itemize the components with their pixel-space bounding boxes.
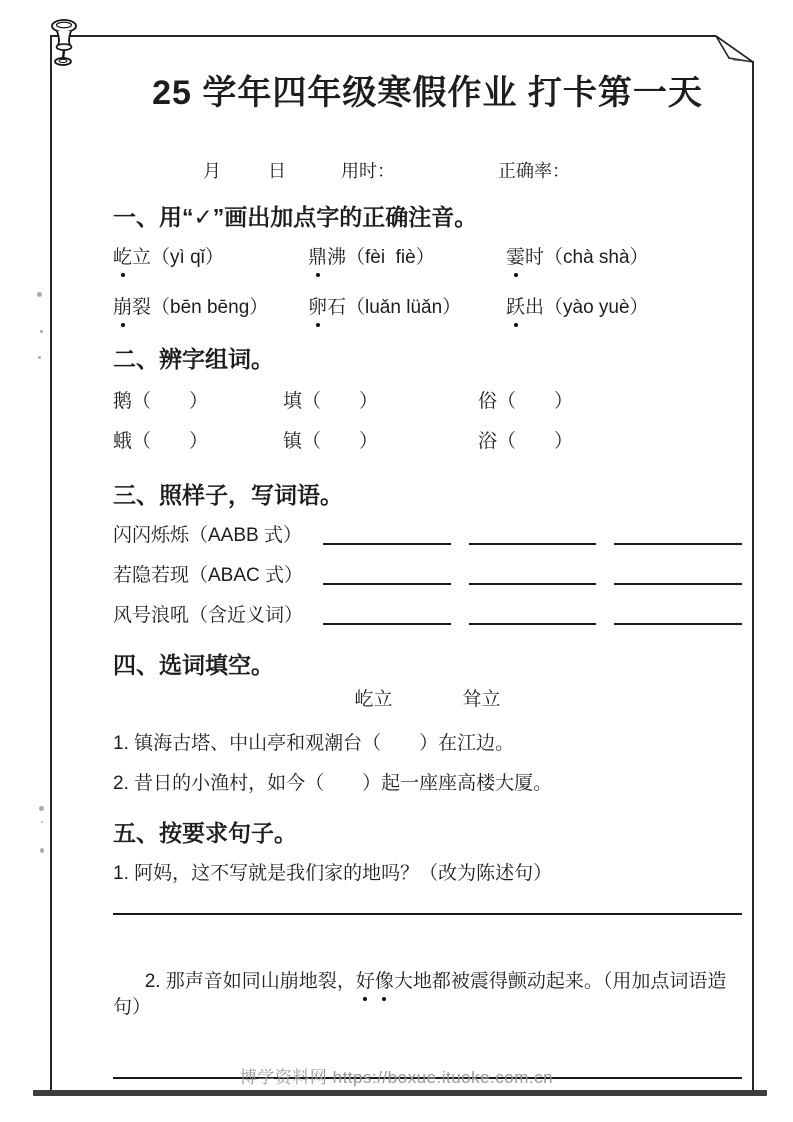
sentence-part: 2. 那声音如同山崩地裂，: [144, 971, 356, 992]
word-formation-cell: 鹅（ ）: [113, 391, 209, 412]
answer-line: [113, 913, 742, 915]
answer-blank: [469, 623, 597, 625]
worksheet-body: [50, 35, 754, 1091]
scan-speck: [40, 848, 44, 853]
accuracy-label: 正确率：: [498, 161, 571, 181]
month-label: 月: [203, 161, 221, 181]
scan-speck: [41, 821, 43, 823]
page-bottom-edge: [33, 1090, 767, 1096]
dotted-character: 鼎: [308, 247, 327, 268]
dotted-character: 跃: [506, 297, 525, 318]
time-spent-label: 用时：: [341, 161, 396, 181]
section-5-heading: 五、按要求句子。: [113, 820, 297, 846]
pinyin-item: [113, 295, 308, 321]
example-word: 风号浪吼（含近义词）: [113, 605, 304, 626]
scan-speck: [39, 806, 44, 811]
sentence-question-1: 1. 阿妈，这不写就是我们家的地吗？（改为陈述句）: [113, 863, 553, 884]
dotted-word: 好像: [356, 971, 394, 992]
pinyin-options: 出（yào yuè）: [525, 297, 649, 318]
section-1-items: [113, 245, 742, 321]
pinyin-item: [308, 295, 506, 321]
sentence-question-2: [113, 943, 742, 1047]
word-bank: [113, 687, 742, 713]
dotted-character: 霎: [506, 247, 525, 268]
example-word: 若隐若现（ABAC 式）: [113, 565, 304, 586]
section-3-heading: 三、照样子，写词语。: [113, 482, 343, 508]
word-formation-cell: 浴（ ）: [478, 431, 574, 452]
section-2-heading: 二、辨字组词。: [113, 346, 274, 372]
word-formation-cell: 俗（ ）: [478, 391, 574, 412]
fill-blank-question-2: 2. 昔日的小渔村，如今（ ）起一座座高楼大厦。: [113, 773, 553, 794]
scan-speck: [40, 330, 43, 333]
section-2-items: [113, 389, 742, 455]
section-1-heading: 一、用“✓”画出加点字的正确注音。: [113, 204, 478, 230]
answer-blank: [323, 543, 451, 545]
answer-blank: [469, 583, 597, 585]
example-word: 闪闪烁烁（AABB 式）: [113, 525, 302, 546]
section-4-heading: 四、选词填空。: [113, 652, 274, 678]
word-bank-option: 耸立: [462, 689, 501, 710]
word-formation-cell: 蛾（ ）: [113, 431, 209, 452]
dotted-character: 崩: [113, 297, 132, 318]
dotted-character: 卵: [308, 297, 327, 318]
pinyin-options: 裂（bēn bēng）: [132, 297, 269, 318]
scan-speck: [37, 292, 42, 297]
pinyin-options: 沸（fèi fiè）: [327, 247, 435, 268]
answer-blank: [469, 543, 597, 545]
word-pattern-row: [113, 603, 742, 629]
pinyin-item: [506, 245, 742, 271]
meta-row: [113, 157, 742, 181]
word-pattern-row: [113, 563, 742, 589]
pinyin-options: 时（chà shà）: [525, 247, 649, 268]
pinyin-item: [113, 245, 308, 271]
word-pattern-row: [113, 523, 742, 549]
answer-blank: [323, 583, 451, 585]
pinyin-item: [506, 295, 742, 321]
watermark: 博学资料网 https://boxue.ituoke.com.cn: [239, 1068, 554, 1087]
fill-blank-question-1: 1. 镇海古塔、中山亭和观潮台（ ）在江边。: [113, 733, 515, 754]
pinyin-item: [308, 245, 506, 271]
scan-speck: [38, 356, 41, 359]
pinyin-options: 立（yì qǐ）: [132, 247, 224, 268]
word-formation-cell: 镇（ ）: [283, 431, 379, 452]
worksheet-title: 25 学年四年级寒假作业 打卡第一天: [152, 74, 703, 112]
answer-blank: [614, 583, 742, 585]
answer-blank: [614, 543, 742, 545]
word-formation-cell: 填（ ）: [283, 391, 379, 412]
answer-blank: [614, 623, 742, 625]
sentence-part: 大地都被震得颤动起来。（用加点词语造句）: [113, 971, 727, 1018]
word-bank-option: 屹立: [354, 689, 393, 710]
dotted-character: 屹: [113, 247, 132, 268]
day-label: 日: [268, 161, 287, 181]
pinyin-options: 石（luǎn lüǎn）: [327, 297, 462, 318]
answer-blank: [323, 623, 451, 625]
